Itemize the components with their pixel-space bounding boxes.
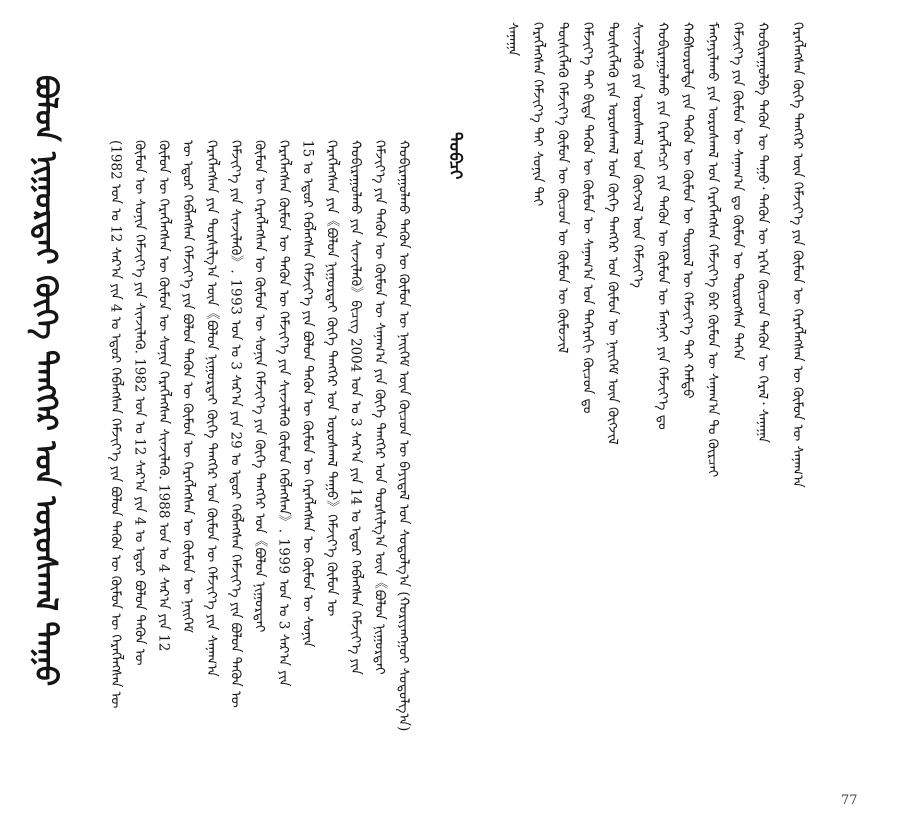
section-heading: ᠲᠣᠪᠴᠢ	[445, 132, 465, 180]
body-line-5: 15 ᠤ ᠡᠳᠦᠷ ᠬᠡᠪᠯᠡᠭᠰᠡᠨ ᠬᠡᠮᠵᠢᠶ᠎ᠡ ᠶᠢᠨ ᠪᠣᠯᠤᠨ ᠲᠡᠭᠦᠨ ᠦ ᠬᠦᠮᠦᠨ ᠦ ᠬᠡᠷᠡᠭᠯᠡᠭᠰᠡᠨ ᠦ ᠬᠦᠮᠦᠨ ᠦ ᠰᠣᠨᠢᠨ	[299, 140, 316, 648]
top-line-6: ᠰᠢᠨᠵᠢᠯᠡᠬᠦ ᠶᠢᠨ ᠤᠷᠤᠰᠬᠠᠯ ᠤᠨ ᠬᠥᠭᠵᠢᠯ ᠦᠨ ᠬᠡᠮᠵᠢᠶ᠎ᠡ	[629, 22, 646, 288]
page-number: 77	[841, 793, 858, 808]
body-line-2: ᠬᠡᠮᠵᠢᠶ᠎ᠡ ᠶᠢᠨ ᠲᠡᠭᠦᠨ ᠦ ᠬᠦᠮᠦᠨ ᠦ ᠰᠠᠨᠠᠭ᠎ᠠ ᠶᠢᠨ ᠬᠥᠬᠡ ᠲᠡᠩᠭᠡᠷ ᠤᠨ ᠲᠤᠷᠰᠢᠯᠭ᠎ᠠ ᠦᠨ《ᠪᠣᠯᠤᠨ ᠨᠢᠭᠤᠷᠲᠠᠢ	[371, 140, 388, 675]
body-line-3: ᠬᠤᠪᠢᠷᠠᠭᠤᠯᠬᠤ ᠶᠢᠨ ᠰᠢᠨᠵᠢᠯᠡᠬᠦ》ᠪᠢᠴᠢᠭ 2004 ᠣᠨ ᠤ 3 ᠰᠠᠷ᠎ᠠ ᠶᠢᠨ 14 ᠤ ᠡᠳᠦᠷ ᠬᠡᠪᠯᠡᠭᠰᠡᠨ ᠬᠡᠮᠵᠢᠶ᠎ᠡ ᠶᠢᠨ	[347, 140, 364, 675]
body-line-12: ᠬᠦᠮᠦᠨ ᠦ ᠰᠣᠨᠢᠨ ᠬᠡᠮᠵᠢᠶ᠎ᠡ ᠶᠢᠨ ᠰᠢᠨᠵᠢᠯᠡᠬᠦ. 1982 ᠣᠨ ᠤ 12 ᠰᠠᠷ᠎ᠠ ᠶᠢᠨ 4 ᠤ ᠡᠳᠦᠷ ᠪᠣᠯᠤᠨ ᠲᠡᠭᠦᠨ ᠦ	[131, 140, 148, 666]
body-line-9: ᠬᠡᠷᠡᠭᠯᠡᠭᠰᠡᠨ ᠶᠢᠨ ᠲᠤᠷᠰᠢᠯᠭ᠎ᠠ ᠦᠨ《ᠪᠣᠯᠤᠨ ᠨᠢᠭᠤᠷᠲᠠᠢ ᠬᠥᠬᠡ ᠲᠡᠩᠭᠡᠷ ᠤᠨ ᠬᠦᠮᠦᠨ ᠦ ᠬᠡᠮᠵᠢᠶ᠎ᠡ ᠶᠢᠨ ᠰᠠᠨᠠᠭ᠎ᠠ	[203, 140, 220, 677]
body-line-7: ᠬᠦᠮᠦᠨ ᠦ ᠬᠡᠷᠡᠭᠯᠡᠭᠰᠡᠨ ᠦ ᠬᠦᠮᠦᠨ ᠦ ᠰᠣᠨᠢᠨ ᠬᠡᠮᠵᠢᠶ᠎ᠡ ᠶᠢᠨ ᠬᠥᠬᠡ ᠲᠡᠩᠭᠡᠷ ᠤᠨ《ᠪᠣᠯᠤᠨ ᠨᠢᠭᠤᠷᠲᠠᠢ	[251, 140, 268, 633]
top-line-extra: ᠬᠡᠷᠡᠭᠯᠡᠭᠰᠡᠨ ᠬᠥᠬᠡ ᠲᠡᠩᠭᠡᠷ ᠦᠨ ᠬᠡᠮᠵᠢᠶ᠎ᠡ ᠶᠢᠨ ᠬᠦᠮᠦᠨ ᠦ ᠬᠡᠷᠡᠭᠯᠡᠭᠰᠡᠨ ᠦ ᠬᠦᠮᠦᠨ ᠦ ᠰᠠᠨᠠᠭ᠎ᠠ	[789, 22, 806, 488]
top-line-2: ᠬᠡᠮᠵᠢᠶ᠎ᠡ ᠶᠢᠨ ᠬᠦᠮᠦᠨ ᠦ ᠰᠠᠨᠠᠭ᠎ᠠ ᠳᠤ ᠬᠦᠮᠦᠨ ᠦ ᠲᠥᠷᠦᠭᠰᠡᠨ ᠳᠡᠭᠡᠨ	[729, 22, 746, 361]
body-line-10: ᠦ ᠡᠳᠦᠷ ᠬᠡᠪᠯᠡᠭᠰᠡᠨ ᠬᠡᠮᠵᠢᠶ᠎ᠡ ᠶᠢᠨ ᠪᠣᠯᠤᠨ ᠲᠡᠭᠦᠨ ᠦ ᠬᠦᠮᠦᠨ ᠦ ᠬᠡᠷᠡᠭᠯᠡᠭᠰᠡᠨ ᠦ ᠬᠦᠮᠦᠨ ᠦ ᠨᠡᠢᠭᠡᠮ	[179, 140, 196, 633]
page-title: ᠪᠣᠯᠤᠨ ᠨᠢᠭᠤᠷᠲᠠᠢ ᠬᠥᠬᠡ ᠲᠡᠩᠭᠡᠷ ᠤᠨ ᠤᠷᠤᠰᠬᠠᠯ ᠳᠠᠭᠤ	[28, 75, 63, 687]
top-line-9: ᠲᠦᠰᠢᠭᠯᠡᠬᠦ ᠬᠡᠮᠵᠢᠶ᠎ᠡ ᠬᠦᠮᠦᠨ ᠦ ᠬᠦᠴᠦᠨ ᠦ ᠬᠦᠮᠦᠨ ᠦ ᠬᠦᠮᠦᠵᠢᠯ	[554, 22, 571, 354]
body-line-8: ᠬᠡᠮᠵᠢᠶ᠎ᠡ ᠶᠢᠨ ᠰᠢᠨᠵᠢᠯᠡᠬᠦ》. 1993 ᠣᠨ ᠤ 3 ᠰᠠᠷ᠎ᠠ ᠶᠢᠨ 29 ᠤ ᠡᠳᠦᠷ ᠬᠡᠪᠯᠡᠭᠰᠡᠨ ᠬᠡᠮᠵᠢᠶ᠎ᠡ ᠶᠢᠨ ᠪᠣᠯᠤᠨ ᠲᠡᠭᠦᠨ ᠦ	[227, 140, 244, 708]
top-line-5: ᠬᠤᠪᠢᠷᠠᠭᠤᠯᠬᠤ ᠶᠢᠨ ᠬᠡᠷᠡᠭᠯᠡᠭᠴᠢ ᠶᠢᠨ ᠲᠡᠭᠦᠨ ᠦ ᠬᠦᠮᠦᠨ ᠦ ᠮᠠᠩᠨᠠᠶ ᠶᠢᠨ ᠬᠡᠮᠵᠢᠶ᠎ᠡ ᠳᠤ	[654, 22, 671, 430]
body-line-11: ᠬᠦᠮᠦᠨ ᠦ ᠬᠡᠷᠡᠭᠯᠡᠭᠰᠡᠨ ᠦ ᠬᠦᠮᠦᠨ ᠦ ᠰᠣᠨᠢᠨ ᠬᠡᠷᠡᠭᠯᠡᠭᠰᠡᠨ ᠰᠢᠨᠵᠢᠯᠡᠬᠦ. 1988 ᠣᠨ ᠤ 4 ᠰᠠᠷ᠎ᠠ ᠶᠢᠨ 12	[155, 140, 172, 652]
top-line-7: ᠲᠦᠰᠢᠭᠯᠡᠬᠦ ᠶᠢᠨ ᠤᠷᠤᠰᠬᠠᠯ ᠤᠨ ᠬᠥᠬᠡ ᠲᠡᠩᠭᠡᠷ ᠤᠨ ᠬᠦᠮᠦᠨ ᠦ ᠨᠡᠢᠭᠡᠮ ᠦᠨ ᠬᠥᠭᠵᠢᠯ	[604, 22, 621, 445]
top-line-10: ᠬᠡᠷᠡᠭᠯᠡᠭᠰᠡᠨ ᠬᠡᠮᠵᠢᠶ᠎ᠡ ᠲᠠᠢ ᠰᠣᠨᠢᠨ ᠲᠠᠢ	[529, 22, 546, 207]
top-line-8: ᠬᠡᠮᠵᠢᠶ᠎ᠡ ᠲᠠᠢ ᠪᠢᠳᠡ ᠲᠡᠭᠦᠨ ᠦ ᠬᠦᠮᠦᠨ ᠦ ᠰᠠᠨᠠᠭ᠎ᠠ ᠤᠨ ᠳᠡᠭᠡᠷᠡᠬᠢ ᠬᠦᠴᠦᠨ ᠳᠤ	[579, 22, 596, 414]
top-line-1: ᠬᠤᠪᠢᠷᠠᠭᠤᠯᠪᠠ ᠲᠡᠭᠦᠨ ᠦ ᠳᠠᠭᠤ᠂ ᠲᠡᠭᠦᠨ ᠦ ᠡᠷᠬᠡᠨ ᠬᠦᠴᠦᠨ ᠲᠡᠭᠦᠨ ᠦ ᠭᠡᠷᠡᠯ᠂ ᠰᠠᠨᠠᠭᠠ	[754, 22, 771, 443]
body-line-13: (1982 ᠣᠨ ᠤ 12 ᠰᠠᠷ᠎ᠠ ᠶᠢᠨ 4 ᠤ ᠡᠳᠦᠷ ᠬᠡᠪᠯᠡᠭᠰᠡᠨ ᠬᠡᠮᠵᠢᠶ᠎ᠡ ᠶᠢᠨ ᠪᠣᠯᠤᠨ ᠲᠡᠭᠦᠨ ᠦ ᠬᠦᠮᠦᠨ ᠦ ᠬᠡᠷᠡᠭᠯᠡᠭᠰᠡᠨ ᠦ	[107, 140, 124, 709]
top-line-4: ᠬᠠᠪᠰᠤᠷᠤᠯᠲᠠ ᠶᠢᠨ ᠲᠡᠭᠦᠨ ᠦ ᠬᠦᠮᠦᠨ ᠦ ᠲᠥᠷᠦᠯ ᠦ ᠬᠡᠮᠵᠢᠶ᠎ᠡ ᠲᠠᠢ ᠬᠠᠮᠲᠤ	[679, 22, 696, 399]
body-line-6: ᠬᠡᠷᠡᠭᠯᠡᠭᠰᠡᠨ ᠬᠦᠮᠦᠨ ᠦ ᠲᠡᠭᠦᠨ ᠦ ᠬᠡᠮᠵᠢᠶ᠎ᠡ ᠶᠢᠨ ᠰᠢᠨᠵᠢᠯᠡᠬᠦ ᠬᠦᠮᠦᠨ ᠬᠡᠪᠯᠡᠭᠰᠡᠨ》. 1999 ᠣᠨ ᠤ 3 ᠰᠠᠷ᠎ᠠ ᠶᠢᠨ	[275, 140, 292, 687]
top-line-11: ᠰᠠᠨᠠᠭᠠ	[504, 22, 521, 57]
top-line-3: ᠮᠠᠩᠨᠠᠶᠢᠯᠠᠬᠤ ᠶᠢᠨ ᠤᠷᠤᠰᠬᠠᠯ ᠤᠨ ᠬᠡᠷᠡᠭᠯᠡᠭᠰᠡᠨ ᠬᠡᠮᠵᠢᠶ᠎ᠡ ᠪᠠᠷ ᠬᠦᠮᠦᠨ ᠦ ᠰᠠᠨᠠᠭ᠎ᠠ ᠲᠤ ᠬᠦᠷᠴᠡᠢ	[704, 22, 721, 478]
body-line-1: ᠬᠤᠪᠢᠷᠠᠭᠤᠯᠬᠤ ᠲᠡᠭᠦᠨ ᠦ ᠬᠦᠮᠦᠨ ᠦ ᠨᠡᠢᠭᠡᠮ ᠦᠨ ᠬᠦᠴᠦᠨ ᠦ ᠪᠠᠶᠢᠳᠠᠯ ᠤᠨ ᠰᠤᠳᠤᠯᠭ᠎ᠠ (ᠬᠤᠷᠢᠶᠠᠩᠭᠤᠢ ᠰᠤᠳᠤᠯᠭ᠎ᠠ)	[395, 140, 412, 732]
body-line-4: ᠬᠡᠷᠡᠭᠯᠡᠭᠰᠡᠨ ᠶᠢᠨ《ᠪᠣᠯᠤᠨ ᠨᠢᠭᠤᠷᠲᠠᠢ ᠬᠥᠬᠡ ᠲᠡᠩᠭᠡᠷ ᠤᠨ ᠤᠷᠤᠰᠬᠠᠯ ᠳᠠᠭᠤ》ᠬᠡᠮᠵᠢᠶ᠎ᠡ ᠬᠦᠮᠦᠨ ᠦ	[323, 140, 340, 617]
